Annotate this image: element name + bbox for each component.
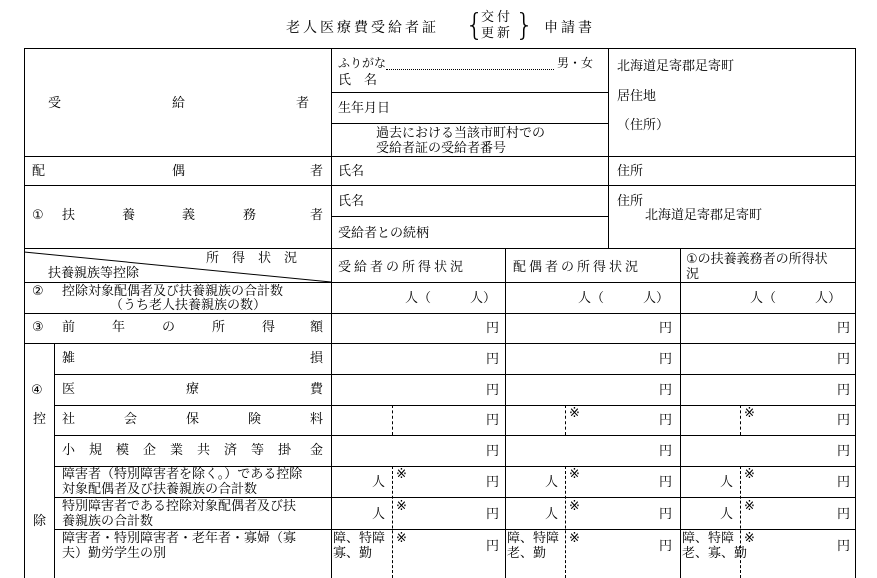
- supporter-label-1: 扶: [62, 208, 76, 223]
- spouse-address-label: 住所: [617, 164, 644, 179]
- last-cell-recipient-2: 寡、勤: [333, 546, 373, 561]
- medical-label-2: 療: [186, 382, 200, 397]
- last-cell-spouse-2: 老、勤: [507, 546, 547, 561]
- person-unit: 人: [720, 507, 734, 522]
- title-suffix: 申請書: [544, 20, 595, 36]
- yen-unit: 円: [486, 507, 500, 522]
- last-line2: 夫）勤労学生の別: [62, 546, 167, 561]
- last-line1: 障害者・特別障害者・老年者・寡婦（寡: [62, 531, 297, 546]
- person-unit: 人: [372, 507, 386, 522]
- note-mark: ※: [396, 531, 407, 546]
- smallbiz-label-2: 規: [89, 443, 103, 458]
- yen-unit: 円: [659, 444, 673, 459]
- row2-line1: 控除対象配偶者及び扶養親族の合計数: [62, 284, 284, 299]
- recipient-address-value: 北海道足寄郡足寄町: [617, 59, 735, 74]
- smallbiz-label-4: 企: [143, 443, 157, 458]
- yen-unit: 円: [837, 444, 851, 459]
- row2-cell-spouse[interactable]: 人（ 人）: [578, 291, 670, 306]
- person-unit: 人: [372, 475, 386, 490]
- row2-cell-recipient[interactable]: 人（ 人）: [405, 291, 497, 306]
- smallbiz-label-6: 共: [197, 443, 211, 458]
- note-mark: ※: [396, 467, 407, 482]
- residence-sub-label: （住所）: [617, 118, 670, 133]
- past-number-line2: 受給者証の受給者番号: [376, 141, 507, 156]
- row3-label-6: 額: [310, 320, 324, 335]
- disabled-line1: 障害者（特別障害者を除く。）である控除: [62, 467, 303, 482]
- document-title: 老人医療費受給者証: [286, 20, 439, 36]
- row3-label-5: 得: [262, 320, 276, 335]
- supporter-address-label: 住所: [617, 194, 644, 209]
- diag-top-label: 所 得 状 況: [206, 251, 298, 266]
- yen-unit: 円: [837, 413, 851, 428]
- supporter-label-3: 義: [182, 208, 196, 223]
- medical-label-1: 医: [62, 382, 76, 397]
- row3-label-4: 所: [212, 320, 226, 335]
- supporter-label-2: 養: [122, 208, 136, 223]
- yen-unit: 円: [486, 444, 500, 459]
- row2-number: ②: [32, 284, 44, 299]
- yen-unit: 円: [659, 321, 673, 336]
- social-label-3: 保: [186, 412, 200, 427]
- smallbiz-label-8: 等: [251, 443, 265, 458]
- note-mark: ※: [569, 531, 580, 546]
- social-label-1: 社: [62, 412, 76, 427]
- person-unit: 人: [545, 507, 559, 522]
- spouse-name-label: 氏名: [338, 164, 365, 179]
- yen-unit: 円: [659, 383, 673, 398]
- furigana-label: ふりがな: [338, 56, 387, 70]
- special-line1: 特別障害者である控除対象配偶者及び扶: [62, 499, 297, 514]
- row3-label-1: 前: [62, 320, 76, 335]
- yen-unit: 円: [486, 383, 500, 398]
- yen-unit: 円: [486, 475, 500, 490]
- yen-unit: 円: [837, 507, 851, 522]
- smallbiz-label-7: 済: [224, 443, 238, 458]
- person-unit: 人: [720, 475, 734, 490]
- social-label-5: 料: [310, 412, 324, 427]
- col-spouse-income: 配偶者の所得状況: [513, 260, 642, 275]
- note-mark: ※: [744, 531, 755, 546]
- note-mark: ※: [396, 499, 407, 514]
- supporter-label-5: 者: [310, 208, 324, 223]
- yen-unit: 円: [486, 539, 500, 554]
- row3-label-3: の: [162, 320, 176, 335]
- smallbiz-label-5: 業: [170, 443, 184, 458]
- supporter-number: ①: [32, 208, 44, 223]
- note-mark: ※: [744, 406, 755, 421]
- spouse-label-1: 配: [32, 164, 46, 179]
- last-cell-supporter-1: 障、特障: [682, 531, 735, 546]
- yen-unit: 円: [659, 352, 673, 367]
- smallbiz-label-3: 模: [116, 443, 130, 458]
- yen-unit: 円: [837, 539, 851, 554]
- brace-right: }: [515, 8, 535, 43]
- smallbiz-label-9: 掛: [278, 443, 292, 458]
- misc-loss-label-1: 雑: [62, 351, 76, 366]
- note-mark: ※: [569, 467, 580, 482]
- recipient-label-3: 者: [296, 96, 310, 111]
- supporter-label-4: 務: [243, 208, 257, 223]
- social-label-2: 会: [124, 412, 138, 427]
- yen-unit: 円: [659, 507, 673, 522]
- col-recipient-income: 受給者の所得状況: [338, 260, 467, 275]
- note-mark: ※: [744, 467, 755, 482]
- recipient-name-label: 氏 名: [338, 73, 378, 88]
- option-renew: 更新: [481, 26, 514, 41]
- yen-unit: 円: [837, 383, 851, 398]
- disabled-line2: 対象配偶者及び扶養親族の合計数: [62, 482, 258, 497]
- yen-unit: 円: [486, 321, 500, 336]
- residence-label: 居住地: [617, 89, 657, 104]
- last-cell-spouse-1: 障、特障: [507, 531, 560, 546]
- note-mark: ※: [569, 499, 580, 514]
- yen-unit: 円: [486, 352, 500, 367]
- yen-unit: 円: [837, 352, 851, 367]
- last-cell-recipient-1: 障、特障: [333, 531, 386, 546]
- relation-label: 受給者との続柄: [338, 226, 430, 241]
- smallbiz-label-1: 小: [62, 443, 76, 458]
- last-cell-supporter-2: 老、寡、勤: [682, 546, 748, 561]
- supporter-address-value: 北海道足寄郡足寄町: [645, 208, 763, 223]
- col-supporter-income-2: 況: [686, 267, 700, 282]
- brace-left: {: [465, 8, 485, 43]
- recipient-label-2: 給: [172, 96, 186, 111]
- special-line2: 養親族の合計数: [62, 514, 154, 529]
- row2-line2: （うち老人扶養親族の数）: [110, 298, 267, 313]
- spouse-label-3: 者: [310, 164, 324, 179]
- note-mark: ※: [744, 499, 755, 514]
- birthdate-label: 生年月日: [338, 101, 391, 116]
- deduction-side-bottom: 除: [33, 514, 47, 529]
- deduction-side-top: 控: [33, 412, 47, 427]
- yen-unit: 円: [659, 539, 673, 554]
- yen-unit: 円: [659, 413, 673, 428]
- yen-unit: 円: [837, 475, 851, 490]
- gender-selector[interactable]: 男・女: [557, 56, 594, 70]
- recipient-label-1: 受: [48, 96, 62, 111]
- row3-number: ③: [32, 320, 44, 335]
- supporter-name-label: 氏名: [338, 194, 365, 209]
- smallbiz-label-10: 金: [310, 443, 324, 458]
- option-issue: 交付: [481, 10, 514, 25]
- social-label-4: 険: [248, 412, 262, 427]
- medical-label-3: 費: [310, 382, 324, 397]
- yen-unit: 円: [486, 413, 500, 428]
- row2-cell-supporter[interactable]: 人（ 人）: [750, 291, 842, 306]
- person-unit: 人: [545, 475, 559, 490]
- misc-loss-label-2: 損: [310, 351, 324, 366]
- past-number-line1: 過去における当該市町村での: [376, 126, 546, 141]
- deduction-number: ④: [31, 383, 43, 398]
- yen-unit: 円: [837, 321, 851, 336]
- note-mark: ※: [569, 406, 580, 421]
- yen-unit: 円: [659, 475, 673, 490]
- diag-bottom-label: 扶養親族等控除: [48, 266, 140, 281]
- row3-label-2: 年: [112, 320, 126, 335]
- col-supporter-income-1: ①の扶養義務者の所得状: [686, 252, 828, 267]
- spouse-label-2: 偶: [172, 164, 186, 179]
